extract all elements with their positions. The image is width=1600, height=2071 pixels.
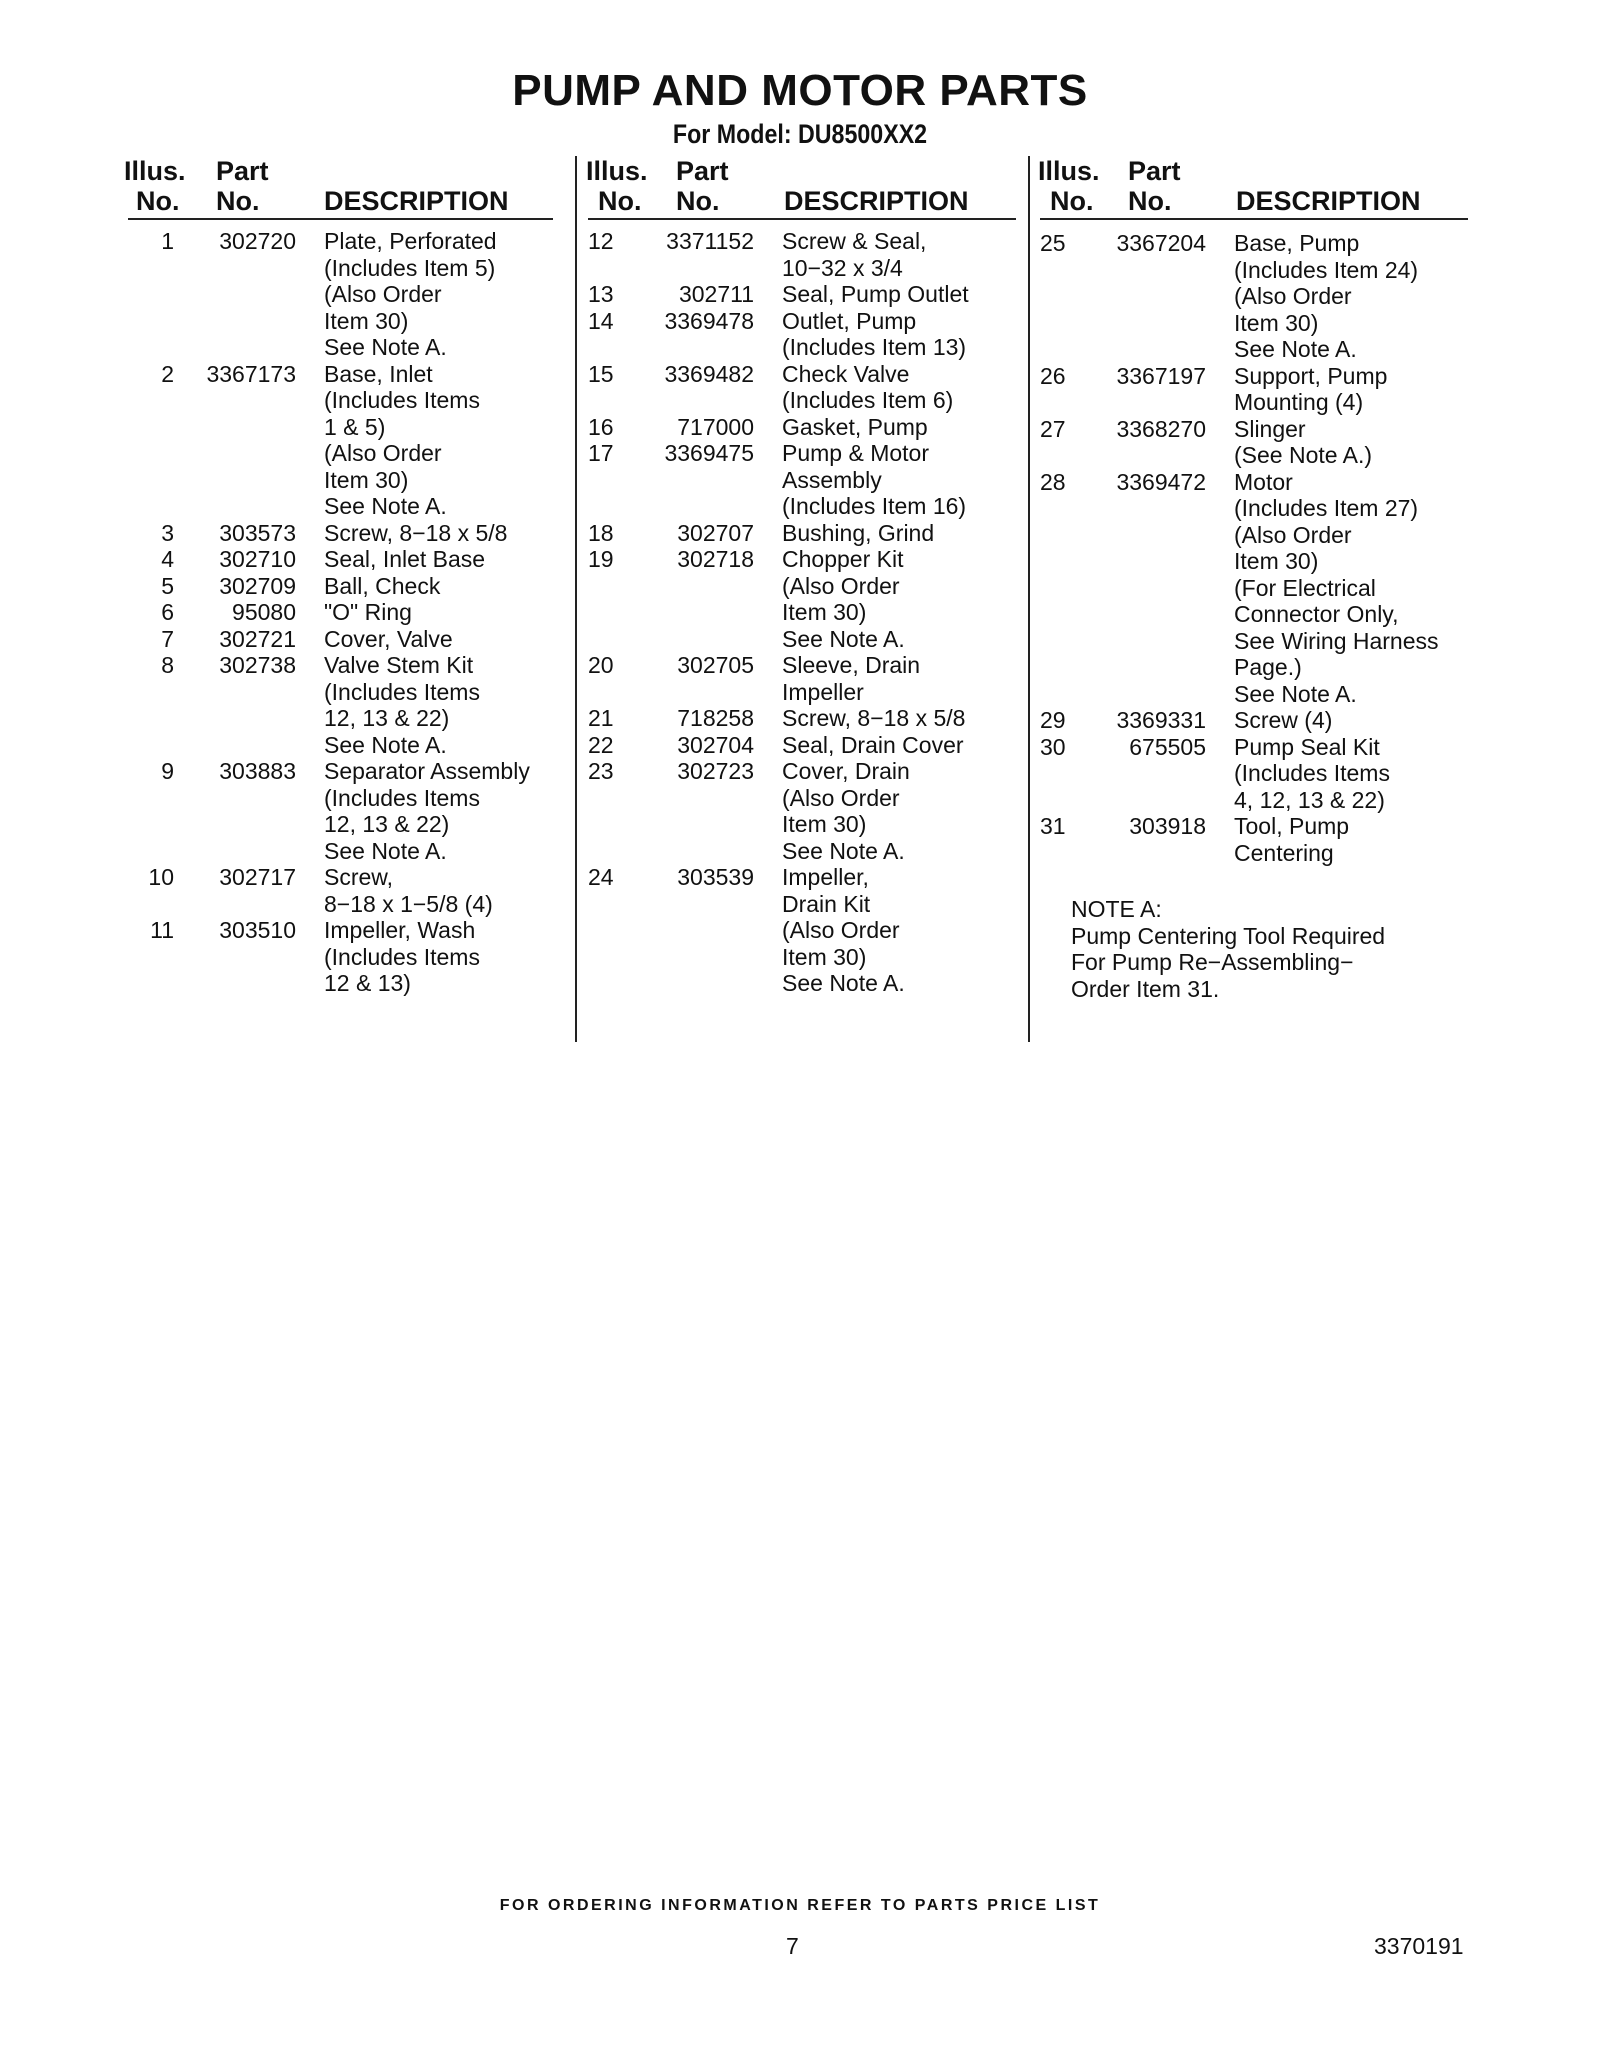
description-line: Impeller, [782,864,869,890]
description-line: Screw, [324,864,394,890]
part-no-header: No. [676,186,720,216]
description-line: (Includes Item 5) [324,254,496,281]
parts-row [588,705,1042,732]
description-line: (Includes Item 13) [782,334,967,360]
description-line: Valve Stem Kit [324,652,474,678]
description-line: (Includes Item 24) [1234,256,1419,283]
illus-number: 8 [161,652,174,678]
description-line: 1 & 5) [324,413,386,440]
parts-row [588,732,1042,759]
description-line: Screw, 8−18 x 5/8 [782,705,966,731]
description-header: DESCRIPTION [1236,186,1421,216]
description-line: (Also Order [782,572,900,599]
part-number: 303510 [219,917,296,943]
parts-row [1040,230,1494,363]
part-description [296,520,584,547]
illus-number: 6 [161,599,174,625]
part-header: Part [676,156,729,186]
description-line: Item 30) [782,811,867,837]
illus-number: 24 [588,864,614,890]
description-line: Base, Pump [1234,230,1360,256]
illus-number: 10 [148,864,174,890]
description-line: Screw, 8−18 x 5/8 [324,519,508,546]
description-line: Impeller [782,678,864,705]
part-number: 302705 [677,652,754,678]
illus-number: 19 [588,546,614,572]
parts-list [1040,220,1494,866]
description-line: Screw & Seal, [782,228,927,254]
description-line: Impeller, Wash [324,917,476,943]
description-line: (Includes Item 27) [1234,495,1419,521]
description-line: See Note A. [1234,336,1357,362]
description-line: Item 30) [1234,548,1319,574]
part-number: 302704 [677,731,754,758]
part-number: 3369331 [1116,707,1206,733]
note-line: Order Item 31. [1071,975,1220,1002]
parts-column-1 [124,156,584,997]
illus-number: 1 [161,228,174,254]
column-divider [575,156,577,1042]
description-line: Item 30) [324,307,409,334]
illus-number: 26 [1040,362,1066,389]
part-description [296,758,584,864]
part-number: 3369475 [664,440,754,466]
part-description [296,361,584,520]
description-line: "O" Ring [324,599,412,625]
ordering-footer: FOR ORDERING INFORMATION REFER TO PARTS PRICE LIST [499,1897,1101,1914]
part-number: 3369482 [664,360,754,387]
part-description [754,228,1042,281]
part-description [754,758,1042,864]
part-number: 302718 [677,546,754,572]
parts-row [588,758,1042,864]
part-number: 302721 [219,625,296,652]
parts-row [1040,707,1494,734]
part-number: 302709 [219,572,296,599]
part-number: 302738 [219,652,296,678]
document-number: 3370191 [1374,1933,1464,1959]
column-header [588,156,1042,220]
description-line: (Also Order [782,784,900,811]
illus-number: 18 [588,519,614,546]
description-line: Ball, Check [324,572,441,599]
description-line: Plate, Perforated [324,228,497,254]
part-header: Part [1128,156,1181,186]
parts-row [1040,363,1494,416]
part-number: 303573 [219,519,296,546]
description-line: Outlet, Pump [782,307,917,334]
part-no-header: No. [1128,186,1172,216]
description-line: See Note A. [782,970,905,996]
description-line: Gasket, Pump [782,413,928,440]
parts-row [588,520,1042,547]
part-number: 3369472 [1116,468,1206,495]
description-line: (Includes Items [324,943,480,970]
description-line: (Also Order [782,917,900,943]
parts-row [130,573,584,600]
part-number: 718258 [677,705,754,731]
parts-row [1040,813,1494,866]
header-underline [1040,218,1468,220]
illus-header: Illus. [1038,156,1100,186]
description-line: Seal, Drain Cover [782,731,964,758]
description-line: Seal, Inlet Base [324,546,486,572]
part-description [1206,707,1494,734]
part-number: 303918 [1129,813,1206,839]
part-number: 3369478 [664,307,754,334]
illus-no-header: No. [1050,186,1094,216]
part-description [754,705,1042,732]
description-line: (Also Order [1234,283,1352,309]
part-description [754,440,1042,520]
description-line: Base, Inlet [324,360,433,387]
description-line: (Includes Item 6) [782,387,954,413]
illus-number: 30 [1040,733,1066,760]
description-line: 8−18 x 1−5/8 (4) [324,890,493,917]
description-line: Pump & Motor [782,440,929,466]
parts-row [130,626,584,653]
description-line: (Also Order [1234,521,1352,548]
part-description [754,652,1042,705]
parts-row [588,652,1042,705]
parts-row [588,546,1042,652]
parts-row [588,864,1042,997]
parts-row [130,520,584,547]
illus-number: 25 [1040,230,1066,256]
illus-no-header: No. [598,186,642,216]
illus-number: 4 [161,546,174,572]
description-line: Item 30) [324,466,409,493]
description-line: Screw (4) [1234,707,1333,733]
parts-row [1040,734,1494,814]
parts-list [130,220,584,997]
part-number: 302723 [677,758,754,784]
note-line: Pump Centering Tool Required [1071,922,1386,949]
illus-number: 16 [588,413,614,440]
description-line: Item 30) [782,943,867,970]
illus-number: 31 [1040,813,1066,839]
description-line: Cover, Valve [324,625,453,652]
illus-header: Illus. [124,156,186,186]
part-description [754,546,1042,652]
illus-number: 27 [1040,415,1066,442]
description-line: See Note A. [324,493,447,519]
parts-list [588,220,1042,997]
description-line: Seal, Pump Outlet [782,281,969,307]
parts-row [130,864,584,917]
parts-row [1040,416,1494,469]
part-description [296,599,584,626]
part-description [1206,230,1494,363]
description-line: Chopper Kit [782,546,904,572]
parts-row [130,361,584,520]
part-description [296,626,584,653]
part-description [754,361,1042,414]
part-description [754,864,1042,997]
part-description [754,732,1042,759]
description-line: See Note A. [782,625,905,652]
description-line: See Note A. [1234,680,1357,707]
description-line: Cover, Drain [782,758,910,784]
part-number: 302711 [678,281,754,307]
illus-number: 3 [161,519,174,546]
note-line: For Pump Re−Assembling− [1071,949,1354,975]
part-number: 3367173 [206,360,296,387]
part-number: 302710 [219,546,296,572]
description-line: 12, 13 & 22) [324,705,450,731]
description-line: (See Note A.) [1234,442,1373,468]
part-description [1206,469,1494,708]
description-line: Item 30) [1234,309,1319,336]
part-number: 302717 [219,864,296,890]
description-line: See Note A. [324,334,447,360]
description-line: (Includes Items [324,387,480,413]
parts-row [130,652,584,758]
description-line: (Includes Items [324,678,480,705]
illus-number: 17 [588,440,614,466]
header-underline [588,218,1016,220]
parts-row [130,917,584,997]
parts-column-2 [588,156,1042,997]
part-description [754,308,1042,361]
description-line: See Note A. [782,837,905,864]
description-line: 10−32 x 3/4 [782,254,903,281]
illus-number: 29 [1040,707,1066,733]
part-no-header: No. [216,186,260,216]
description-line: Connector Only, [1234,601,1399,627]
column-divider [1028,156,1030,1042]
illus-number: 11 [150,917,174,943]
description-header: DESCRIPTION [324,186,509,216]
part-description [296,573,584,600]
description-line: Assembly [782,466,882,493]
description-line: (Also Order [324,440,442,466]
header-underline [128,218,553,220]
description-line: Motor [1234,468,1293,495]
illus-number: 28 [1040,468,1066,495]
description-line: Centering [1234,839,1334,866]
illus-number: 12 [588,228,614,254]
parts-row [130,758,584,864]
parts-row [130,599,584,626]
description-line: See Note A. [324,837,447,864]
part-description [1206,416,1494,469]
description-line: (Includes Items [324,784,480,811]
illus-number: 21 [588,705,614,731]
part-description [1206,813,1494,866]
column-header [124,156,584,220]
description-line: (For Electrical [1234,574,1376,601]
part-description [296,864,584,917]
description-line: Check Valve [782,360,910,387]
parts-row [1040,469,1494,708]
page-title: PUMP AND MOTOR PARTS [512,66,1088,115]
description-line: See Note A. [324,731,447,758]
parts-row [588,440,1042,520]
description-line: (Includes Items [1234,760,1390,786]
illus-no-header: No. [136,186,180,216]
description-line: Separator Assembly [324,758,530,784]
description-line: Tool, Pump [1234,813,1350,839]
description-line: (Also Order [324,281,442,307]
parts-column-3 [1040,156,1494,866]
description-line: 12 & 13) [324,970,411,996]
part-header: Part [216,156,269,186]
part-description [296,652,584,758]
description-line: 4, 12, 13 & 22) [1234,786,1385,813]
column-header [1040,156,1494,220]
model-subtitle: For Model: DU8500XX2 [672,119,928,149]
note-a [1071,896,1385,1002]
parts-row [588,414,1042,441]
part-description [296,917,584,997]
description-line: Bushing, Grind [782,519,935,546]
description-line: 12, 13 & 22) [324,811,450,837]
part-description [296,546,584,573]
illus-number: 15 [588,360,614,387]
parts-row [588,228,1042,281]
description-line: See Wiring Harness [1234,627,1439,654]
part-number: 717000 [677,413,754,440]
part-description [754,281,1042,308]
part-number: 675505 [1129,733,1206,760]
illus-number: 20 [588,652,614,678]
description-header: DESCRIPTION [784,186,969,216]
part-description [754,414,1042,441]
part-description [296,228,584,361]
part-number: 3371152 [666,228,754,254]
page-number: 7 [786,1933,799,1959]
parts-row [588,308,1042,361]
part-number: 302707 [677,519,754,546]
part-number: 3368270 [1116,415,1206,442]
description-line: Pump Seal Kit [1234,733,1380,760]
illus-number: 2 [161,360,174,387]
part-number: 303539 [677,864,754,890]
illus-number: 23 [588,758,614,784]
description-line: Mounting (4) [1234,389,1364,415]
parts-row [588,281,1042,308]
description-line: Sleeve, Drain [782,652,921,678]
description-line: (Includes Item 16) [782,493,967,519]
description-line: Drain Kit [782,890,871,917]
illus-number: 14 [588,307,614,334]
description-line: Slinger [1234,415,1306,442]
description-line: Item 30) [782,599,867,625]
illus-number: 22 [588,731,614,758]
illus-number: 5 [161,572,174,599]
part-description [754,520,1042,547]
part-number: 302720 [219,228,296,254]
illus-number: 13 [588,281,614,307]
description-line: Page.) [1234,654,1302,680]
part-description [1206,363,1494,416]
note-line: NOTE A: [1071,896,1162,922]
part-description [1206,734,1494,814]
description-line: Support, Pump [1234,362,1388,389]
part-number: 3367204 [1116,230,1206,256]
parts-row [130,228,584,361]
illus-header: Illus. [586,156,648,186]
parts-row [130,546,584,573]
illus-number: 9 [161,758,174,784]
illus-number: 7 [161,625,174,652]
parts-row [588,361,1042,414]
part-number: 3367197 [1116,362,1206,389]
part-number: 95080 [232,599,296,625]
part-number: 303883 [219,758,296,784]
